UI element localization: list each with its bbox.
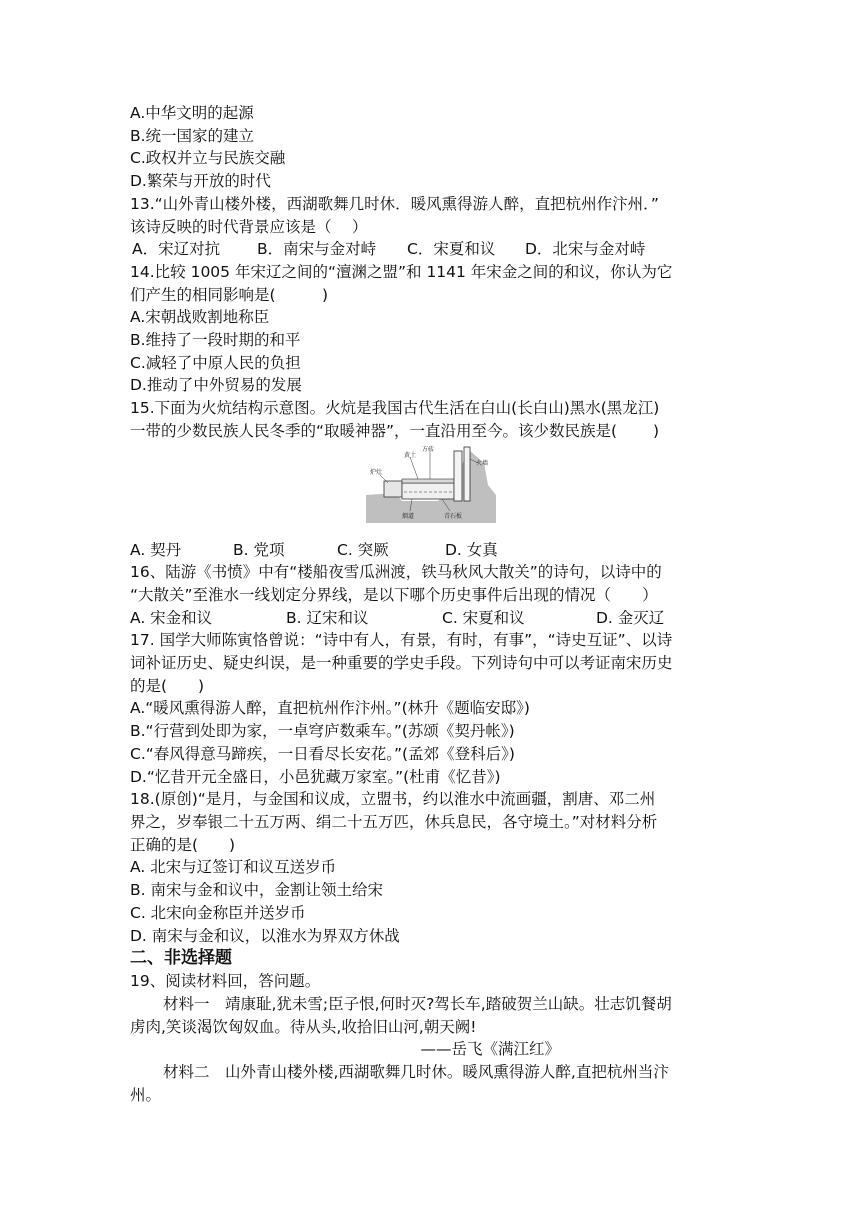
option-line: B.统一国家的建立 <box>130 126 255 145</box>
option-b: B. 南宋与金和议中，金割让领土给宋 <box>130 881 383 900</box>
question-17-stem-cont: 词补证历史、疑史纠误，是一种重要的学史手段。下列诗句中可以考证南宋历史 <box>130 654 673 673</box>
question-15-options <box>130 539 730 562</box>
question-17-stem: 17. 国学大师陈寅恪曾说：“诗中有人，有景，有时，有事”，“诗史互证”、以诗 <box>130 631 673 650</box>
option-c: C. 北宋向金称臣并送岁币 <box>130 903 306 922</box>
option-d: D. 女真 <box>445 540 498 559</box>
question-15-stem-cont: 一带的少数民族人民冬季的“取暖神器”，一直沿用至今。该少数民族是( ) <box>130 421 660 440</box>
option-b: B．南宋与金对峙 <box>257 240 377 259</box>
label-fire-wall: 火墙 <box>476 459 489 467</box>
question-13-stem-cont: 该诗反映的时代背景应该是（ ） <box>130 217 368 236</box>
material-2: 材料二 山外青山楼外楼,西湖歌舞几时休。暖风熏得游人醉,直把杭州当汴 <box>163 1063 669 1082</box>
option-c: C. 突厥 <box>337 540 389 559</box>
label-square-brick: 方砖 <box>422 445 435 453</box>
option-b: B.“行营到处即为家，一卓穹庐数乘车。”(苏颂《契丹帐》) <box>130 722 515 741</box>
option-d: D．北宋与金对峙 <box>525 240 646 259</box>
option-a: A. 北宋与辽签订和议互送岁币 <box>130 858 337 877</box>
question-17-stem-end: 的是( ) <box>130 676 205 695</box>
question-15-stem: 15.下面为火炕结构示意图。火炕是我国古代生活在白山(长白山)黑水(黑龙江) <box>130 399 660 418</box>
option-b: B. 党项 <box>233 540 285 559</box>
option-line: C.政权并立与民族交融 <box>130 149 286 168</box>
option-b: B. 辽宋和议 <box>286 608 369 627</box>
question-16-stem: 16、陆游《书愤》中有“楼船夜雪瓜洲渡，铁马秋风大散关”的诗句，以诗中的 <box>130 563 662 582</box>
label-bluestone-slab: 青石板 <box>444 512 463 520</box>
material-1-cont: 虏肉,笑谈渴饮匈奴血。待从头,收拾旧山河,朝天阙! <box>130 1017 477 1036</box>
question-18-stem-cont: 界之，岁奉银二十五万两、绢二十五万匹，休兵息民，各守境土。”对材料分析 <box>130 812 658 831</box>
kang-body <box>402 483 454 499</box>
option-c: C.“春风得意马蹄疾，一日看尽长安花。”(孟郊《登科后》) <box>130 744 515 763</box>
material-1: 材料一 靖康耻,犹未雪;臣子恨,何时灭?驾长车,踏破贺兰山缺。壮志饥餐胡 <box>163 994 672 1013</box>
option-c: C. 宋夏和议 <box>442 608 525 627</box>
question-14-stem: 14.比较 1005 年宋辽之间的“澶渊之盟”和 1141 年宋金之间的和议，你认为它 <box>130 262 673 281</box>
option-d: D. 金灭辽 <box>596 608 665 627</box>
question-18-stem: 18.(原创)“是月，与金国和议成，立盟书，约以淮水中流画疆，割唐、邓二州 <box>130 790 656 809</box>
question-13-stem: 13.“山外青山楼外楼，西湖歌舞几时休．暖风熏得游人醉，直把杭州作汴州．” <box>130 194 659 213</box>
option-b: B.维持了一段时期的和平 <box>130 331 301 350</box>
fire-wall-shape <box>454 451 462 501</box>
kang-structure-figure <box>366 445 496 537</box>
stove-shape <box>384 481 402 497</box>
material-2-cont: 州。 <box>130 1085 162 1104</box>
section-2-heading: 二、非选择题 <box>130 948 232 969</box>
question-19-stem: 19、阅读材料回，答问题。 <box>130 972 321 991</box>
question-18-stem-end: 正确的是( ) <box>130 835 236 854</box>
option-a: A．宋辽对抗 <box>132 240 221 259</box>
option-d: D. 南宋与金和议，以淮水为界双方休战 <box>130 926 400 945</box>
option-d: D.推动了中外贸易的发展 <box>130 376 302 395</box>
option-a: A.宋朝战败割地称臣 <box>130 308 270 327</box>
label-yellow-earth: 黄土 <box>404 451 417 459</box>
question-16-stem-cont: “大散关”至淮水一线划定分界线，是以下哪个历史事件后出现的情况（ ） <box>130 585 658 604</box>
question-16-options <box>130 607 730 630</box>
heated-kang-diagram <box>130 445 730 537</box>
question-13-options <box>130 238 730 261</box>
option-a: A. 契丹 <box>130 540 182 559</box>
option-c: C.减轻了中原人民的负担 <box>130 353 301 372</box>
chimney-shape <box>464 447 470 501</box>
material-1-source: ——岳飞《满江红》 <box>420 1040 560 1059</box>
option-c: C．宋夏和议 <box>407 240 496 259</box>
option-a: A. 宋金和议 <box>130 608 213 627</box>
label-stove: 炉灶 <box>370 468 383 476</box>
option-a: A.“暖风熏得游人醉，直把杭州作汴州。”(林升《题临安邸》) <box>130 699 530 718</box>
option-line: D.繁荣与开放的时代 <box>130 172 271 191</box>
label-flue: 烟道 <box>402 512 415 520</box>
exam-page <box>130 102 730 1106</box>
yellow-earth-layer <box>402 479 454 483</box>
option-line: A.中华文明的起源 <box>130 104 254 122</box>
option-d: D.“忆昔开元全盛日，小邑犹藏万家室。”(杜甫《忆昔》) <box>130 767 501 786</box>
question-14-stem-cont: 们产生的相同影响是( ) <box>130 285 329 304</box>
